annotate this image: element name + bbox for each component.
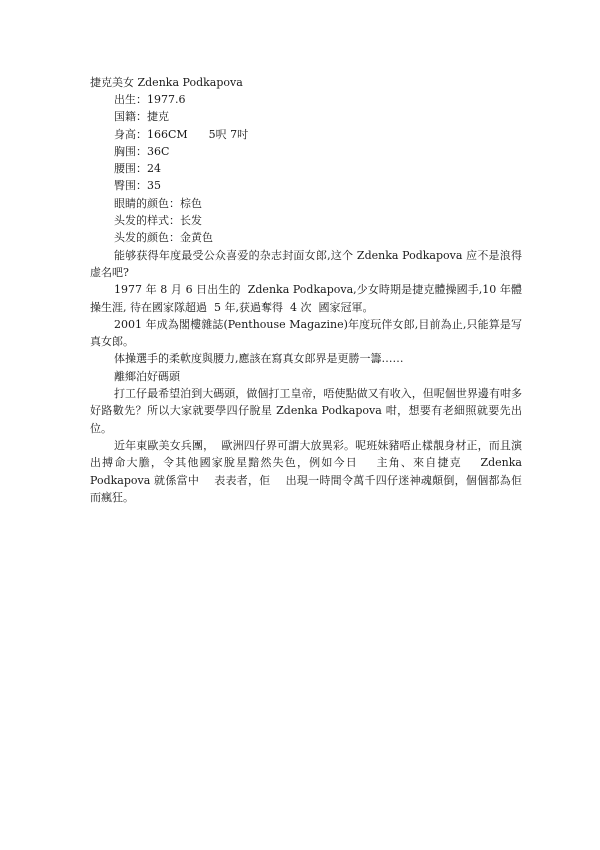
profile-waist: 腰围：24	[114, 162, 161, 176]
profile-hips: 臀围：35	[114, 179, 161, 193]
profile-birth: 出生：1977.6	[114, 93, 186, 106]
article-title: 捷克美女 Zdenka Podkapova	[90, 76, 243, 89]
paragraph-penthouse: 2001 年成為閣樓雜誌(Penthouse Magazine)年度玩伴女郎,目前為止,只能算是写真女郎。	[90, 317, 522, 349]
paragraph-flexibility: 体操選手的柔軟度與腰力,應該在寫真女郎界是更勝一籌……	[114, 352, 404, 366]
profile-bust: 胸围：36C	[114, 144, 170, 158]
paragraph-intro: 能够获得年度最受公众喜爱的杂志封面女郎,这个 Zdenka Podkapova 应不是浪得虚名吧?	[90, 248, 522, 279]
article-body	[90, 74, 526, 506]
profile-eye-color: 眼睛的颜色：棕色	[114, 196, 202, 210]
profile-list	[90, 91, 522, 247]
paragraph-eastern-europe: 近年東歐美女兵團， 歐洲四仔界可謂大放異彩。呢班妹豬唔止樣靚身材正，而且演出搏命大膽，令其他國家脫星黯然失色，例如今日 主角、來自捷克 Zdenka Podkapova 就係當中 表表者，佢 出現一時間令萬千四仔迷神魂顛倒，個個都為佢而瘋狂。	[90, 438, 526, 504]
profile-hair-color: 头发的颜色：金黄色	[114, 231, 213, 245]
profile-height: 身高：166CM 5呎 7吋	[114, 127, 249, 141]
section-subheading: 離鄉泊好碼頭	[114, 369, 180, 383]
profile-nationality: 国籍：捷克	[114, 110, 169, 124]
paragraph-birth-gymnastics: 1977 年 8 月 6 日出生的 Zdenka Podkapova,少女時期是捷克體操國手,10 年體操生涯, 待在國家隊超過 5 年,获過奪得 4 次 國家冠軍。	[90, 283, 522, 314]
profile-hair-style: 头发的样式：长发	[114, 214, 202, 228]
paragraph-worker: 打工仔最希望泊到大碼頭，做個打工皇帝，唔使點做又有收入，但呢個世界邊有咁多好路數先？所以大家就要學四仔脫星 Zdenka Podkapova 咁，想要有老細照就要先出位。	[90, 387, 522, 435]
